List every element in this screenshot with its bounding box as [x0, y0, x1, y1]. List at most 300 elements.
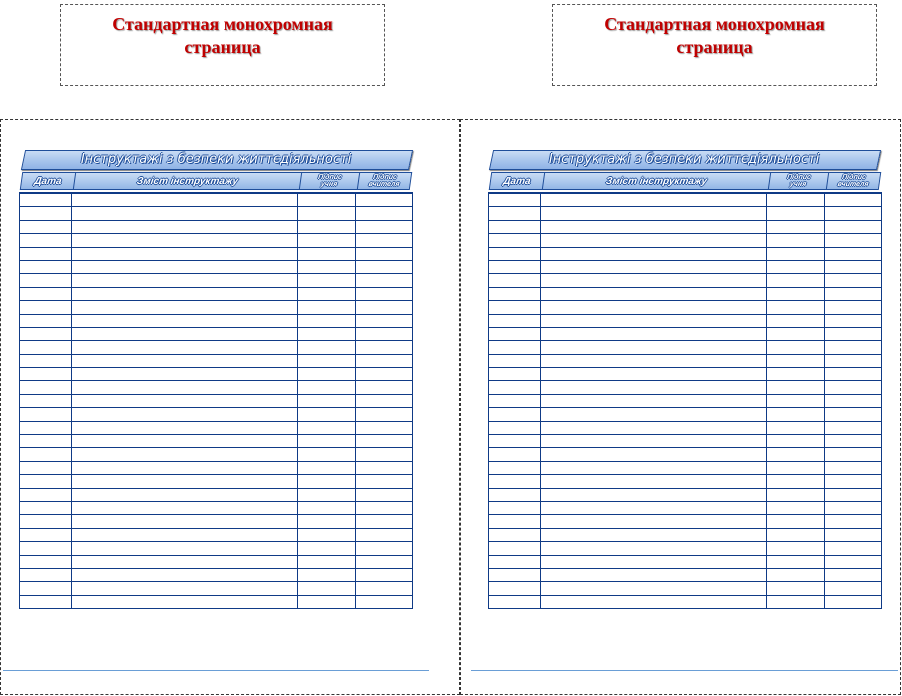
content-cell: [72, 220, 298, 233]
teacher-sign-cell: [356, 207, 413, 220]
student-sign-cell: [767, 354, 825, 367]
date-cell: [489, 274, 541, 287]
content-cell: [541, 381, 767, 394]
student-sign-cell: [298, 475, 356, 488]
student-sign-cell: [298, 207, 356, 220]
table-row: [20, 568, 413, 581]
student-sign-cell: [298, 193, 356, 207]
student-sign-cell: [298, 314, 356, 327]
content-cell: [541, 301, 767, 314]
content-cell: [541, 568, 767, 581]
date-cell: [20, 515, 72, 528]
teacher-sign-cell: [825, 354, 882, 367]
table-row: [20, 394, 413, 407]
date-cell: [20, 542, 72, 555]
teacher-sign-cell: [825, 515, 882, 528]
teacher-sign-cell: [825, 301, 882, 314]
table-row: [20, 448, 413, 461]
table-row: [20, 247, 413, 260]
student-sign-cell: [298, 247, 356, 260]
content-cell: [541, 341, 767, 354]
table-row: [489, 421, 882, 434]
date-cell: [20, 568, 72, 581]
content-cell: [72, 435, 298, 448]
teacher-sign-cell: [825, 408, 882, 421]
student-sign-cell: [767, 542, 825, 555]
table-row: [489, 234, 882, 247]
date-cell: [489, 394, 541, 407]
date-cell: [20, 260, 72, 273]
table-row: [489, 435, 882, 448]
table-row: [20, 381, 413, 394]
teacher-sign-cell: [356, 528, 413, 541]
content-cell: [72, 542, 298, 555]
date-cell: [489, 260, 541, 273]
student-sign-cell: [767, 595, 825, 608]
teacher-sign-cell: [356, 381, 413, 394]
table-row: [489, 528, 882, 541]
teacher-sign-cell: [825, 528, 882, 541]
date-cell: [20, 220, 72, 233]
table-row: [20, 274, 413, 287]
table-row: [20, 234, 413, 247]
student-sign-cell: [767, 528, 825, 541]
content-cell: [72, 314, 298, 327]
table-row: [489, 501, 882, 514]
date-cell: [20, 301, 72, 314]
table-row: [489, 274, 882, 287]
student-sign-cell: [767, 193, 825, 207]
teacher-sign-cell: [825, 394, 882, 407]
date-cell: [489, 448, 541, 461]
content-cell: [541, 421, 767, 434]
teacher-sign-cell: [825, 207, 882, 220]
content-cell: [541, 274, 767, 287]
content-cell: [541, 488, 767, 501]
column-header-student-sign: Підпис учня: [768, 173, 828, 189]
student-sign-cell: [767, 435, 825, 448]
teacher-sign-cell: [356, 354, 413, 367]
date-cell: [20, 448, 72, 461]
student-sign-cell: [298, 260, 356, 273]
content-cell: [72, 595, 298, 608]
date-cell: [489, 555, 541, 568]
content-cell: [72, 461, 298, 474]
content-cell: [72, 193, 298, 207]
student-sign-cell: [767, 368, 825, 381]
teacher-sign-cell: [825, 381, 882, 394]
teacher-sign-cell: [825, 234, 882, 247]
content-cell: [541, 287, 767, 300]
footer-line: [471, 670, 898, 671]
content-cell: [541, 448, 767, 461]
student-sign-cell: [298, 461, 356, 474]
table-row: [489, 394, 882, 407]
teacher-sign-cell: [356, 247, 413, 260]
teacher-sign-cell: [356, 260, 413, 273]
table-row: [20, 220, 413, 233]
content-cell: [72, 274, 298, 287]
student-sign-cell: [298, 220, 356, 233]
student-sign-cell: [767, 247, 825, 260]
table-row: [20, 193, 413, 207]
student-sign-cell: [767, 381, 825, 394]
journal-title: Інструктажі з безпеки життєдіяльності: [80, 152, 352, 167]
date-cell: [20, 435, 72, 448]
student-sign-cell: [767, 220, 825, 233]
date-cell: [20, 394, 72, 407]
student-sign-cell: [767, 274, 825, 287]
table-row: [489, 555, 882, 568]
label-line-1: Стандартная монохромная: [604, 14, 825, 34]
table-row: [20, 287, 413, 300]
teacher-sign-cell: [825, 488, 882, 501]
table-row: [20, 421, 413, 434]
content-cell: [72, 207, 298, 220]
student-sign-cell: [767, 408, 825, 421]
table-row: [20, 595, 413, 608]
table-row: [489, 314, 882, 327]
date-cell: [20, 408, 72, 421]
table-row: [20, 301, 413, 314]
student-sign-cell: [298, 595, 356, 608]
date-cell: [20, 368, 72, 381]
date-cell: [20, 274, 72, 287]
date-cell: [20, 234, 72, 247]
student-sign-cell: [298, 555, 356, 568]
student-sign-cell: [767, 448, 825, 461]
content-cell: [72, 354, 298, 367]
teacher-sign-cell: [356, 421, 413, 434]
date-cell: [489, 381, 541, 394]
table-row: [489, 381, 882, 394]
date-cell: [489, 207, 541, 220]
table-row: [20, 582, 413, 595]
table-row: [489, 461, 882, 474]
teacher-sign-cell: [356, 475, 413, 488]
date-cell: [489, 234, 541, 247]
table-row: [20, 475, 413, 488]
student-sign-cell: [767, 568, 825, 581]
student-sign-cell: [298, 408, 356, 421]
date-cell: [489, 595, 541, 608]
content-cell: [72, 381, 298, 394]
date-cell: [489, 475, 541, 488]
date-cell: [489, 568, 541, 581]
table-row: [20, 555, 413, 568]
teacher-sign-cell: [825, 220, 882, 233]
student-sign-cell: [767, 341, 825, 354]
content-cell: [72, 501, 298, 514]
teacher-sign-cell: [356, 435, 413, 448]
content-cell: [541, 595, 767, 608]
teacher-sign-cell: [825, 314, 882, 327]
content-cell: [541, 542, 767, 555]
teacher-sign-cell: [356, 408, 413, 421]
date-cell: [20, 528, 72, 541]
date-cell: [20, 287, 72, 300]
table-row: [20, 542, 413, 555]
date-cell: [489, 408, 541, 421]
student-sign-cell: [767, 314, 825, 327]
table-row: [489, 582, 882, 595]
date-cell: [20, 475, 72, 488]
content-cell: [72, 301, 298, 314]
content-cell: [541, 475, 767, 488]
column-header-date: Дата: [502, 176, 532, 187]
teacher-sign-cell: [356, 515, 413, 528]
content-cell: [541, 314, 767, 327]
table-row: [489, 542, 882, 555]
table-header: [20, 172, 413, 190]
date-cell: [20, 461, 72, 474]
table-row: [489, 408, 882, 421]
content-cell: [541, 394, 767, 407]
date-cell: [489, 287, 541, 300]
content-cell: [541, 234, 767, 247]
content-cell: [541, 247, 767, 260]
content-cell: [541, 220, 767, 233]
content-cell: [72, 247, 298, 260]
teacher-sign-cell: [356, 327, 413, 340]
table-row: [489, 488, 882, 501]
table-row: [20, 368, 413, 381]
content-cell: [72, 287, 298, 300]
table-row: [489, 341, 882, 354]
table-row: [489, 220, 882, 233]
content-cell: [541, 461, 767, 474]
teacher-sign-cell: [825, 555, 882, 568]
table-row: [489, 287, 882, 300]
column-header-teacher-sign: Підпис вчителя: [826, 173, 880, 189]
date-cell: [20, 207, 72, 220]
student-sign-cell: [767, 582, 825, 595]
date-cell: [489, 193, 541, 207]
table-row: [489, 247, 882, 260]
content-cell: [72, 234, 298, 247]
student-sign-cell: [298, 341, 356, 354]
table-row: [489, 475, 882, 488]
student-sign-cell: [767, 234, 825, 247]
table-row: [20, 461, 413, 474]
date-cell: [489, 354, 541, 367]
teacher-sign-cell: [825, 435, 882, 448]
student-sign-cell: [767, 461, 825, 474]
table-row: [489, 301, 882, 314]
table-row: [20, 327, 413, 340]
page-type-label-left: [60, 4, 385, 86]
content-cell: [541, 327, 767, 340]
date-cell: [20, 555, 72, 568]
content-cell: [72, 408, 298, 421]
teacher-sign-cell: [356, 568, 413, 581]
content-cell: [72, 582, 298, 595]
student-sign-cell: [298, 287, 356, 300]
teacher-sign-cell: [356, 501, 413, 514]
student-sign-cell: [298, 274, 356, 287]
student-sign-cell: [767, 394, 825, 407]
journal-table: [19, 192, 413, 609]
teacher-sign-cell: [825, 274, 882, 287]
teacher-sign-cell: [356, 488, 413, 501]
teacher-sign-cell: [356, 314, 413, 327]
date-cell: [489, 528, 541, 541]
student-sign-cell: [298, 234, 356, 247]
content-cell: [541, 193, 767, 207]
teacher-sign-cell: [825, 448, 882, 461]
content-cell: [72, 341, 298, 354]
teacher-sign-cell: [825, 461, 882, 474]
date-cell: [489, 301, 541, 314]
date-cell: [20, 501, 72, 514]
journal-table: [488, 192, 882, 609]
journal-page-right: [460, 119, 901, 695]
teacher-sign-cell: [356, 274, 413, 287]
date-cell: [489, 435, 541, 448]
student-sign-cell: [298, 354, 356, 367]
teacher-sign-cell: [356, 448, 413, 461]
table-row: [489, 260, 882, 273]
student-sign-cell: [298, 381, 356, 394]
teacher-sign-cell: [356, 461, 413, 474]
content-cell: [72, 475, 298, 488]
student-sign-cell: [298, 528, 356, 541]
teacher-sign-cell: [825, 327, 882, 340]
date-cell: [489, 515, 541, 528]
table-row: [489, 207, 882, 220]
table-row: [489, 327, 882, 340]
teacher-sign-cell: [825, 247, 882, 260]
student-sign-cell: [298, 582, 356, 595]
content-cell: [72, 488, 298, 501]
date-cell: [489, 488, 541, 501]
date-cell: [20, 421, 72, 434]
teacher-sign-cell: [356, 301, 413, 314]
date-cell: [489, 220, 541, 233]
label-line-2: страница: [676, 37, 753, 57]
student-sign-cell: [298, 488, 356, 501]
date-cell: [20, 488, 72, 501]
teacher-sign-cell: [356, 368, 413, 381]
date-cell: [489, 327, 541, 340]
column-header-date: Дата: [33, 176, 63, 187]
teacher-sign-cell: [825, 542, 882, 555]
teacher-sign-cell: [825, 568, 882, 581]
content-cell: [72, 568, 298, 581]
teacher-sign-cell: [825, 595, 882, 608]
student-sign-cell: [767, 260, 825, 273]
date-cell: [20, 314, 72, 327]
column-header-teacher-sign: Підпис вчителя: [357, 173, 411, 189]
table-row: [489, 595, 882, 608]
student-sign-cell: [298, 368, 356, 381]
date-cell: [489, 341, 541, 354]
table-row: [489, 368, 882, 381]
teacher-sign-cell: [825, 582, 882, 595]
date-cell: [489, 247, 541, 260]
content-cell: [541, 528, 767, 541]
teacher-sign-cell: [825, 475, 882, 488]
table-row: [20, 207, 413, 220]
table-header: [489, 172, 882, 190]
content-cell: [72, 394, 298, 407]
teacher-sign-cell: [356, 555, 413, 568]
student-sign-cell: [298, 515, 356, 528]
table-row: [20, 341, 413, 354]
student-sign-cell: [298, 327, 356, 340]
teacher-sign-cell: [356, 595, 413, 608]
content-cell: [541, 582, 767, 595]
teacher-sign-cell: [356, 394, 413, 407]
table-row: [20, 435, 413, 448]
table-row: [20, 260, 413, 273]
student-sign-cell: [767, 287, 825, 300]
content-cell: [541, 354, 767, 367]
page-type-label-right: [552, 4, 877, 86]
label-line-1: Стандартная монохромная: [112, 14, 333, 34]
date-cell: [489, 368, 541, 381]
content-cell: [541, 555, 767, 568]
teacher-sign-cell: [825, 341, 882, 354]
student-sign-cell: [298, 301, 356, 314]
table-row: [20, 314, 413, 327]
content-cell: [541, 515, 767, 528]
student-sign-cell: [767, 301, 825, 314]
column-header-student-sign: Підпис учня: [299, 173, 359, 189]
student-sign-cell: [298, 394, 356, 407]
date-cell: [20, 354, 72, 367]
column-header-content: Зміст інструктажу: [542, 173, 770, 189]
student-sign-cell: [767, 475, 825, 488]
date-cell: [489, 421, 541, 434]
table-row: [489, 568, 882, 581]
date-cell: [20, 247, 72, 260]
date-cell: [20, 595, 72, 608]
content-cell: [541, 408, 767, 421]
student-sign-cell: [767, 421, 825, 434]
table-row: [489, 515, 882, 528]
table-row: [20, 354, 413, 367]
content-cell: [72, 515, 298, 528]
teacher-sign-cell: [356, 193, 413, 207]
teacher-sign-cell: [356, 341, 413, 354]
content-cell: [72, 327, 298, 340]
column-header-content: Зміст інструктажу: [73, 173, 301, 189]
content-cell: [72, 448, 298, 461]
teacher-sign-cell: [356, 234, 413, 247]
student-sign-cell: [767, 515, 825, 528]
teacher-sign-cell: [356, 220, 413, 233]
student-sign-cell: [767, 501, 825, 514]
student-sign-cell: [298, 421, 356, 434]
teacher-sign-cell: [825, 501, 882, 514]
content-cell: [541, 207, 767, 220]
date-cell: [20, 582, 72, 595]
date-cell: [20, 341, 72, 354]
journal-title: Інструктажі з безпеки життєдіяльності: [548, 152, 820, 167]
teacher-sign-cell: [825, 368, 882, 381]
teacher-sign-cell: [825, 287, 882, 300]
date-cell: [20, 381, 72, 394]
content-cell: [72, 528, 298, 541]
student-sign-cell: [298, 568, 356, 581]
journal-page-left: [0, 119, 460, 695]
date-cell: [489, 582, 541, 595]
date-cell: [489, 314, 541, 327]
table-row: [489, 193, 882, 207]
teacher-sign-cell: [825, 193, 882, 207]
student-sign-cell: [298, 542, 356, 555]
